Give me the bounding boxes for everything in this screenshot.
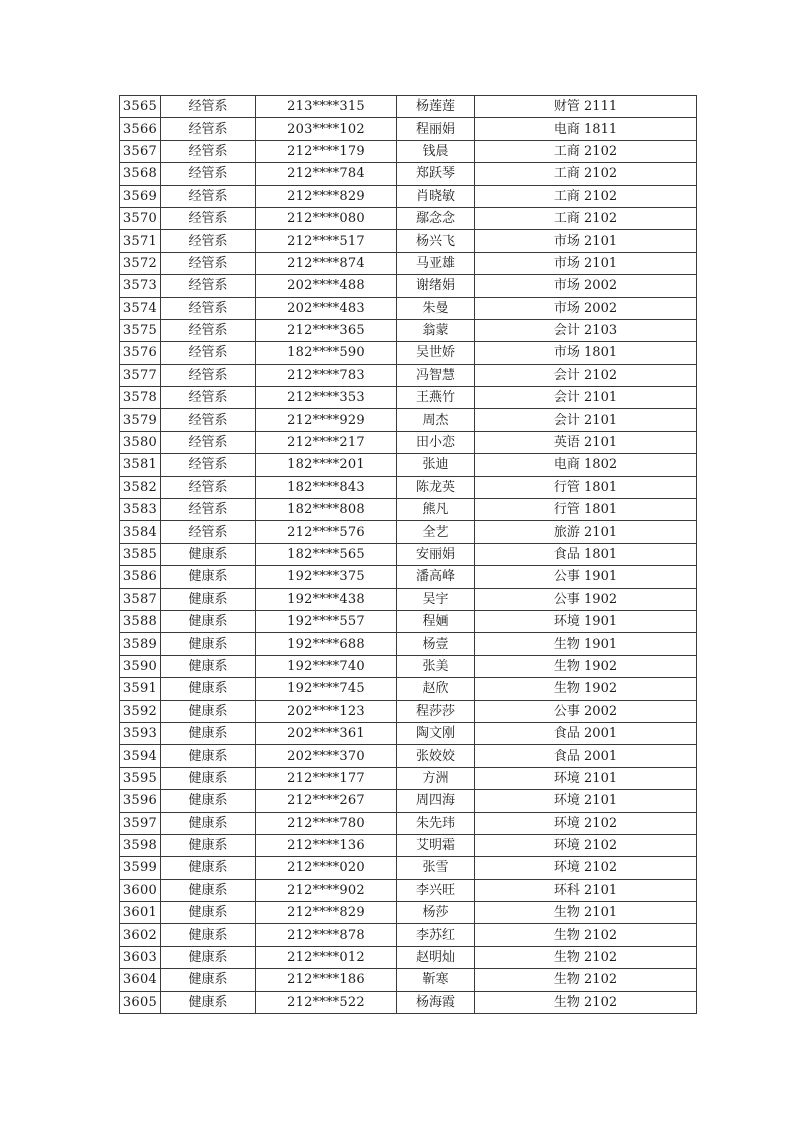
cell-department: 经管系 [161, 252, 256, 274]
cell-student-name: 方洲 [397, 767, 475, 789]
cell-department: 健康系 [161, 767, 256, 789]
cell-student-name: 陶文刚 [397, 722, 475, 744]
cell-student-id: 212****878 [256, 924, 397, 946]
cell-class-name: 市场 2101 [475, 230, 697, 252]
student-roster-table [119, 95, 697, 1014]
cell-student-id: 192****745 [256, 678, 397, 700]
cell-student-id: 192****688 [256, 633, 397, 655]
table-row [120, 924, 697, 946]
cell-serial-number: 3600 [120, 879, 161, 901]
table-row [120, 163, 697, 185]
cell-student-name: 鄢念念 [397, 207, 475, 229]
cell-student-id: 182****843 [256, 476, 397, 498]
cell-department: 健康系 [161, 566, 256, 588]
cell-serial-number: 3574 [120, 297, 161, 319]
table-row [120, 387, 697, 409]
cell-serial-number: 3602 [120, 924, 161, 946]
cell-student-id: 203****102 [256, 118, 397, 140]
cell-department: 健康系 [161, 812, 256, 834]
table-row [120, 767, 697, 789]
table-row [120, 610, 697, 632]
cell-department: 健康系 [161, 745, 256, 767]
cell-student-name: 靳寒 [397, 969, 475, 991]
cell-serial-number: 3567 [120, 140, 161, 162]
cell-serial-number: 3597 [120, 812, 161, 834]
cell-student-name: 钱晨 [397, 140, 475, 162]
cell-student-id: 212****177 [256, 767, 397, 789]
table-row [120, 431, 697, 453]
table-row [120, 297, 697, 319]
cell-class-name: 英语 2101 [475, 431, 697, 453]
cell-class-name: 电商 1802 [475, 454, 697, 476]
table-row [120, 140, 697, 162]
cell-student-id: 212****902 [256, 879, 397, 901]
cell-student-id: 192****740 [256, 655, 397, 677]
cell-student-id: 202****123 [256, 700, 397, 722]
cell-serial-number: 3569 [120, 185, 161, 207]
cell-class-name: 环境 2102 [475, 857, 697, 879]
table-row [120, 319, 697, 341]
table-row [120, 185, 697, 207]
cell-student-name: 吴世娇 [397, 342, 475, 364]
cell-student-name: 杨壹 [397, 633, 475, 655]
cell-department: 经管系 [161, 96, 256, 118]
cell-serial-number: 3594 [120, 745, 161, 767]
cell-class-name: 生物 1901 [475, 633, 697, 655]
cell-department: 经管系 [161, 140, 256, 162]
cell-serial-number: 3585 [120, 543, 161, 565]
cell-department: 健康系 [161, 902, 256, 924]
cell-class-name: 公事 1902 [475, 588, 697, 610]
table-row [120, 834, 697, 856]
cell-class-name: 市场 2101 [475, 252, 697, 274]
cell-serial-number: 3582 [120, 476, 161, 498]
cell-student-name: 杨莎 [397, 902, 475, 924]
cell-student-name: 朱先玮 [397, 812, 475, 834]
cell-department: 经管系 [161, 476, 256, 498]
cell-department: 经管系 [161, 499, 256, 521]
table-row [120, 521, 697, 543]
cell-department: 经管系 [161, 409, 256, 431]
cell-student-id: 212****012 [256, 946, 397, 968]
cell-student-id: 212****217 [256, 431, 397, 453]
cell-class-name: 工商 2102 [475, 140, 697, 162]
cell-class-name: 市场 2002 [475, 275, 697, 297]
cell-department: 健康系 [161, 879, 256, 901]
cell-serial-number: 3584 [120, 521, 161, 543]
cell-student-id: 212****080 [256, 207, 397, 229]
cell-class-name: 会计 2102 [475, 364, 697, 386]
cell-class-name: 环境 2101 [475, 790, 697, 812]
cell-student-name: 张雪 [397, 857, 475, 879]
table-row [120, 700, 697, 722]
cell-department: 经管系 [161, 163, 256, 185]
cell-student-name: 艾明霜 [397, 834, 475, 856]
cell-department: 经管系 [161, 431, 256, 453]
cell-class-name: 环境 1901 [475, 610, 697, 632]
cell-class-name: 生物 2102 [475, 946, 697, 968]
cell-student-id: 192****438 [256, 588, 397, 610]
cell-student-name: 田小恋 [397, 431, 475, 453]
cell-student-name: 熊凡 [397, 499, 475, 521]
cell-serial-number: 3604 [120, 969, 161, 991]
cell-student-name: 李苏红 [397, 924, 475, 946]
table-row [120, 454, 697, 476]
table-row [120, 790, 697, 812]
cell-class-name: 工商 2102 [475, 163, 697, 185]
cell-department: 健康系 [161, 610, 256, 632]
cell-department: 经管系 [161, 230, 256, 252]
cell-class-name: 市场 1801 [475, 342, 697, 364]
cell-class-name: 食品 2001 [475, 745, 697, 767]
cell-serial-number: 3565 [120, 96, 161, 118]
cell-student-name: 王燕竹 [397, 387, 475, 409]
cell-department: 健康系 [161, 700, 256, 722]
table-row [120, 857, 697, 879]
cell-student-id: 202****483 [256, 297, 397, 319]
cell-student-id: 212****020 [256, 857, 397, 879]
cell-class-name: 生物 1902 [475, 678, 697, 700]
cell-student-name: 朱曼 [397, 297, 475, 319]
table-row [120, 207, 697, 229]
cell-serial-number: 3587 [120, 588, 161, 610]
cell-serial-number: 3601 [120, 902, 161, 924]
cell-class-name: 生物 2101 [475, 902, 697, 924]
cell-serial-number: 3578 [120, 387, 161, 409]
cell-student-name: 郑跃琴 [397, 163, 475, 185]
table-row [120, 275, 697, 297]
cell-serial-number: 3593 [120, 722, 161, 744]
cell-class-name: 生物 2102 [475, 991, 697, 1013]
cell-department: 健康系 [161, 655, 256, 677]
cell-serial-number: 3588 [120, 610, 161, 632]
table-row [120, 946, 697, 968]
cell-student-name: 马亚雄 [397, 252, 475, 274]
cell-class-name: 行管 1801 [475, 476, 697, 498]
cell-student-name: 张美 [397, 655, 475, 677]
cell-serial-number: 3575 [120, 319, 161, 341]
cell-student-id: 212****576 [256, 521, 397, 543]
cell-student-id: 212****784 [256, 163, 397, 185]
cell-department: 健康系 [161, 857, 256, 879]
table-row [120, 678, 697, 700]
cell-class-name: 生物 2102 [475, 924, 697, 946]
cell-class-name: 生物 2102 [475, 969, 697, 991]
table-row [120, 342, 697, 364]
cell-student-id: 212****829 [256, 902, 397, 924]
cell-student-id: 212****829 [256, 185, 397, 207]
cell-department: 经管系 [161, 454, 256, 476]
cell-department: 经管系 [161, 275, 256, 297]
cell-department: 健康系 [161, 924, 256, 946]
cell-class-name: 工商 2102 [475, 207, 697, 229]
cell-student-id: 212****365 [256, 319, 397, 341]
cell-student-name: 谢绪娟 [397, 275, 475, 297]
cell-student-name: 安丽娟 [397, 543, 475, 565]
cell-class-name: 环境 2102 [475, 834, 697, 856]
table-row [120, 991, 697, 1013]
cell-serial-number: 3586 [120, 566, 161, 588]
student-roster-body [120, 96, 697, 1014]
cell-class-name: 环境 2101 [475, 767, 697, 789]
table-row [120, 364, 697, 386]
cell-serial-number: 3595 [120, 767, 161, 789]
cell-class-name: 会计 2103 [475, 319, 697, 341]
cell-student-id: 182****565 [256, 543, 397, 565]
cell-student-id: 182****808 [256, 499, 397, 521]
cell-serial-number: 3596 [120, 790, 161, 812]
table-row [120, 499, 697, 521]
cell-student-id: 212****780 [256, 812, 397, 834]
table-row [120, 588, 697, 610]
cell-department: 经管系 [161, 319, 256, 341]
cell-serial-number: 3580 [120, 431, 161, 453]
cell-serial-number: 3581 [120, 454, 161, 476]
table-row [120, 543, 697, 565]
cell-class-name: 环科 2101 [475, 879, 697, 901]
cell-department: 健康系 [161, 678, 256, 700]
cell-student-name: 冯智慧 [397, 364, 475, 386]
cell-student-name: 张姣姣 [397, 745, 475, 767]
cell-class-name: 市场 2002 [475, 297, 697, 319]
cell-student-id: 212****186 [256, 969, 397, 991]
cell-class-name: 会计 2101 [475, 387, 697, 409]
cell-student-name: 赵明灿 [397, 946, 475, 968]
cell-class-name: 公事 2002 [475, 700, 697, 722]
cell-class-name: 行管 1801 [475, 499, 697, 521]
cell-student-name: 杨兴飞 [397, 230, 475, 252]
cell-student-name: 肖晓敏 [397, 185, 475, 207]
cell-serial-number: 3573 [120, 275, 161, 297]
cell-class-name: 旅游 2101 [475, 521, 697, 543]
table-row [120, 902, 697, 924]
table-row [120, 745, 697, 767]
cell-student-id: 182****590 [256, 342, 397, 364]
table-row [120, 409, 697, 431]
cell-class-name: 食品 2001 [475, 722, 697, 744]
table-row [120, 118, 697, 140]
cell-department: 经管系 [161, 207, 256, 229]
table-row [120, 722, 697, 744]
table-row [120, 655, 697, 677]
table-row [120, 969, 697, 991]
cell-department: 经管系 [161, 387, 256, 409]
cell-student-id: 192****557 [256, 610, 397, 632]
cell-student-id: 212****522 [256, 991, 397, 1013]
cell-student-id: 212****267 [256, 790, 397, 812]
cell-class-name: 会计 2101 [475, 409, 697, 431]
cell-serial-number: 3583 [120, 499, 161, 521]
cell-student-id: 212****783 [256, 364, 397, 386]
cell-serial-number: 3603 [120, 946, 161, 968]
cell-department: 健康系 [161, 633, 256, 655]
cell-student-id: 192****375 [256, 566, 397, 588]
cell-student-name: 程莎莎 [397, 700, 475, 722]
cell-serial-number: 3599 [120, 857, 161, 879]
table-row [120, 96, 697, 118]
cell-class-name: 生物 1902 [475, 655, 697, 677]
cell-department: 健康系 [161, 543, 256, 565]
cell-student-name: 赵欣 [397, 678, 475, 700]
cell-department: 健康系 [161, 969, 256, 991]
cell-department: 健康系 [161, 834, 256, 856]
cell-student-id: 202****488 [256, 275, 397, 297]
cell-student-name: 陈龙英 [397, 476, 475, 498]
cell-student-name: 杨海霞 [397, 991, 475, 1013]
cell-student-name: 张迪 [397, 454, 475, 476]
cell-department: 经管系 [161, 297, 256, 319]
cell-serial-number: 3592 [120, 700, 161, 722]
table-row [120, 566, 697, 588]
cell-department: 经管系 [161, 342, 256, 364]
table-row [120, 476, 697, 498]
cell-department: 经管系 [161, 118, 256, 140]
cell-student-name: 潘高峰 [397, 566, 475, 588]
cell-student-name: 程丽娟 [397, 118, 475, 140]
cell-serial-number: 3577 [120, 364, 161, 386]
cell-student-id: 212****136 [256, 834, 397, 856]
table-row [120, 879, 697, 901]
cell-serial-number: 3570 [120, 207, 161, 229]
cell-student-id: 202****370 [256, 745, 397, 767]
cell-department: 经管系 [161, 521, 256, 543]
cell-serial-number: 3605 [120, 991, 161, 1013]
cell-serial-number: 3576 [120, 342, 161, 364]
cell-department: 经管系 [161, 364, 256, 386]
cell-student-id: 212****353 [256, 387, 397, 409]
cell-class-name: 财管 2111 [475, 96, 697, 118]
cell-student-name: 周杰 [397, 409, 475, 431]
cell-student-name: 李兴旺 [397, 879, 475, 901]
cell-student-name: 吴宇 [397, 588, 475, 610]
cell-serial-number: 3590 [120, 655, 161, 677]
cell-department: 经管系 [161, 185, 256, 207]
cell-class-name: 环境 2102 [475, 812, 697, 834]
cell-serial-number: 3589 [120, 633, 161, 655]
cell-student-id: 202****361 [256, 722, 397, 744]
cell-department: 健康系 [161, 946, 256, 968]
cell-serial-number: 3571 [120, 230, 161, 252]
cell-class-name: 电商 1811 [475, 118, 697, 140]
cell-student-id: 212****179 [256, 140, 397, 162]
cell-serial-number: 3598 [120, 834, 161, 856]
table-row [120, 812, 697, 834]
cell-student-name: 翁蒙 [397, 319, 475, 341]
table-row [120, 633, 697, 655]
cell-serial-number: 3579 [120, 409, 161, 431]
cell-student-id: 182****201 [256, 454, 397, 476]
cell-department: 健康系 [161, 790, 256, 812]
cell-class-name: 公事 1901 [475, 566, 697, 588]
cell-serial-number: 3566 [120, 118, 161, 140]
table-row [120, 252, 697, 274]
cell-serial-number: 3568 [120, 163, 161, 185]
cell-serial-number: 3572 [120, 252, 161, 274]
cell-student-id: 212****874 [256, 252, 397, 274]
cell-student-id: 212****929 [256, 409, 397, 431]
cell-serial-number: 3591 [120, 678, 161, 700]
cell-student-name: 全艺 [397, 521, 475, 543]
cell-department: 健康系 [161, 722, 256, 744]
cell-student-name: 周四海 [397, 790, 475, 812]
cell-class-name: 工商 2102 [475, 185, 697, 207]
cell-student-id: 213****315 [256, 96, 397, 118]
cell-student-id: 212****517 [256, 230, 397, 252]
cell-class-name: 食品 1801 [475, 543, 697, 565]
table-row [120, 230, 697, 252]
cell-student-name: 杨莲莲 [397, 96, 475, 118]
cell-department: 健康系 [161, 588, 256, 610]
cell-student-name: 程婳 [397, 610, 475, 632]
cell-department: 健康系 [161, 991, 256, 1013]
